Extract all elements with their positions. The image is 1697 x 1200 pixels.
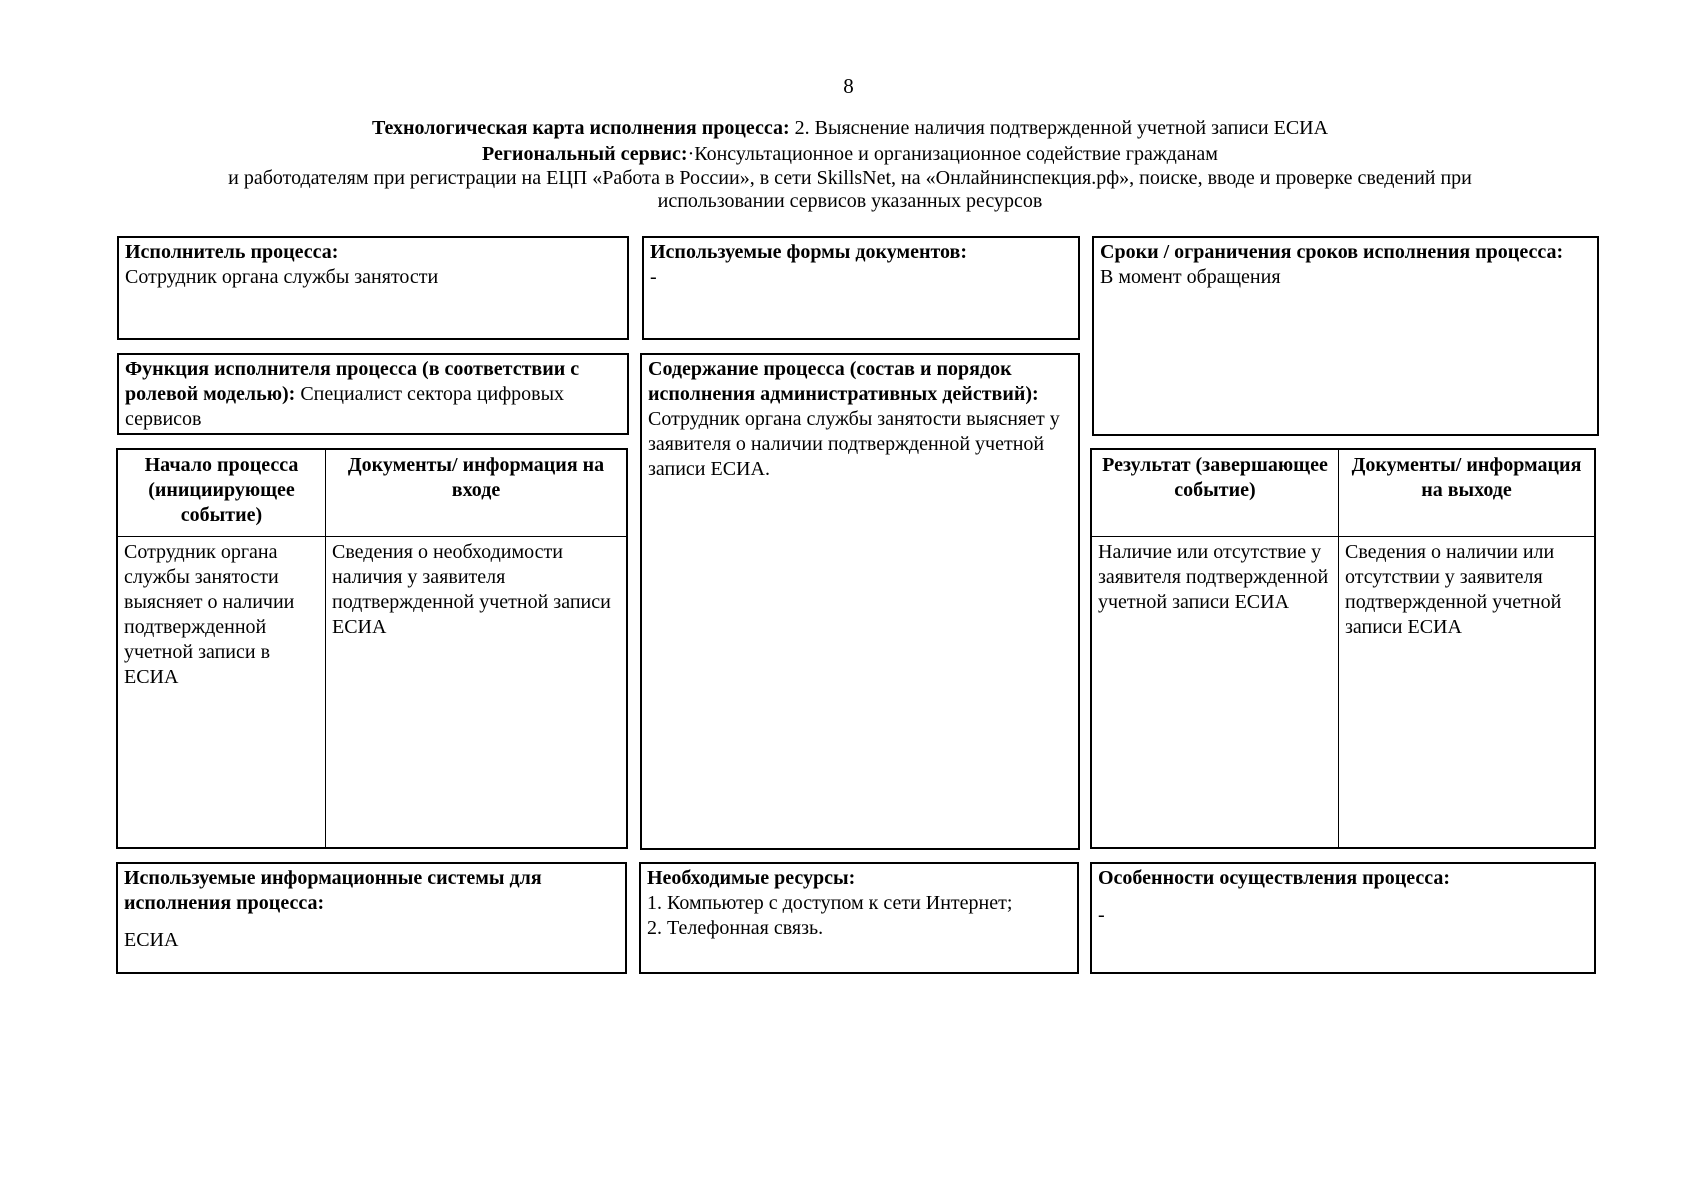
deadlines-value: В момент обращения	[1100, 266, 1281, 288]
process-title-label: Технологическая карта исполнения процесса:	[371, 117, 790, 139]
info-systems-value: ЕСИА	[124, 929, 179, 951]
executor-value: Сотрудник органа службы занятости	[125, 266, 439, 288]
input-documents-value: Сведения о необходимости наличия у заявителя подтвержденной учетной записи ЕСИА	[332, 541, 611, 638]
page-number: 8	[843, 74, 854, 98]
resources-item: 2. Телефонная связь.	[647, 917, 824, 939]
output-documents-value: Сведения о наличии или отсутствии у заявителя подтвержденной учетной записи ЕСИА	[1345, 541, 1562, 638]
input-table	[116, 448, 628, 849]
role-label: Функция исполнителя процесса (в соответствии с ролевой моделью):	[125, 358, 580, 405]
process-title-value: 2. Выяснение наличия подтвержденной учетной записи ЕСИА	[789, 117, 1329, 139]
content-box	[640, 353, 1080, 850]
result-value: Наличие или отсутствие у заявителя подтвержденной учетной записи ЕСИА	[1092, 537, 1339, 847]
result-header: Результат (завершающее событие)	[1092, 450, 1339, 537]
role-box	[117, 353, 629, 435]
role-value: Специалист сектора цифровых сервисов	[125, 383, 565, 430]
features-label: Особенности осуществления процесса:	[1098, 867, 1451, 889]
deadlines-label: Сроки / ограничения сроков исполнения процесса:	[1100, 241, 1564, 263]
regional-service-line-4: использовании сервисов указанных ресурсов	[657, 190, 1043, 212]
resources-item: 1. Компьютер с доступом к сети Интернет;	[647, 892, 1013, 914]
regional-service-value: ·Консультационное и организационное содействие гражданам	[687, 143, 1218, 165]
regional-service-line	[120, 142, 1580, 167]
content-value: Сотрудник органа службы занятости выясняет у заявителя о наличии подтвержденной учетной записи ЕСИА.	[648, 408, 1060, 480]
forms-value: -	[650, 266, 657, 288]
process-start-header: Начало процесса (инициирующее событие)	[118, 450, 326, 537]
executor-box	[117, 236, 629, 340]
resources-box	[639, 862, 1079, 974]
features-value: -	[1098, 904, 1105, 926]
process-title-line	[120, 116, 1580, 141]
forms-label: Используемые формы документов:	[650, 241, 968, 263]
content-label: Содержание процесса (состав и порядок исполнения административных действий):	[648, 358, 1039, 405]
output-documents-header: Документы/ информация на выходе	[1339, 450, 1594, 537]
input-documents-header: Документы/ информация на входе	[326, 450, 626, 537]
regional-service-label: Региональный сервис:	[482, 143, 688, 165]
executor-label: Исполнитель процесса:	[125, 241, 339, 263]
output-table	[1090, 448, 1596, 849]
forms-box	[642, 236, 1080, 340]
info-systems-label: Используемые информационные системы для исполнения процесса:	[124, 867, 542, 914]
process-start-value: Сотрудник органа службы занятости выясняет о наличии подтвержденной учетной записи в ЕСИА	[118, 537, 326, 847]
features-box	[1090, 862, 1596, 974]
resources-label: Необходимые ресурсы:	[647, 867, 856, 889]
info-systems-box	[116, 862, 627, 974]
deadlines-box	[1092, 236, 1599, 436]
regional-service-line-3: и работодателям при регистрации на ЕЦП «Работа в России», в сети SkillsNet, на «Онлайнинспекция.рф», поиске, вводе и проверке сведений при	[228, 167, 1472, 189]
